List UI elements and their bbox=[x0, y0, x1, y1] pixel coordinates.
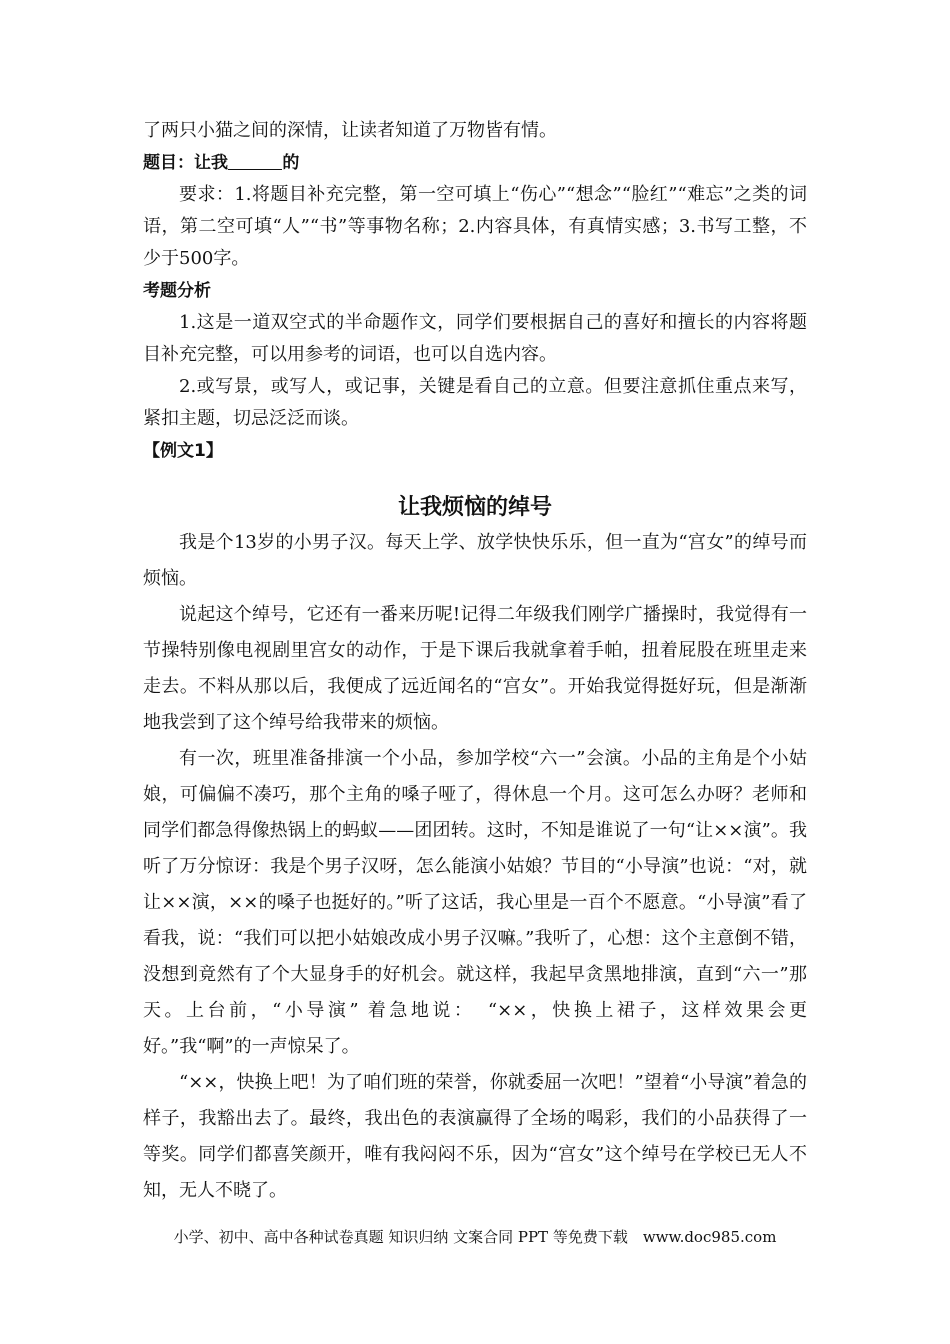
topic-heading bbox=[143, 147, 807, 179]
essay-paragraph: “××，快换上吧！为了咱们班的荣誉，你就委屈一次吧！”望着“小导演”着急的样子，我豁出去了。最终，我出色的表演赢得了全场的喝彩，我们的小品获得了一等奖。同学们都喜笑颜开，唯有我闷闷不乐，因为“宫女”这个绰号在学校已无人不知，无人不晓了。 bbox=[143, 1072, 807, 1201]
intro-tail-text: 了两只小猫之间的深情，让读者知道了万物皆有情。 bbox=[143, 120, 557, 141]
example-label: 【例文1】 bbox=[143, 441, 223, 461]
essay-paragraph: 说起这个绰号，它还有一番来历呢!记得二年级我们刚学广播操时，我觉得有一节操特别像电视剧里宫女的动作，于是下课后我就拿着手帕，扭着屁股在班里走来走去。不料从那以后，我便成了远近闻名的“宫女”。开始我觉得挺好玩，但是渐渐地我尝到了这个绰号给我带来的烦恼。 bbox=[143, 604, 807, 733]
essay-title: 让我烦恼的绰号 bbox=[397, 495, 552, 520]
essay-paragraph: 我是个13岁的小男子汉。每天上学、放学快快乐乐，但一直为“宫女”的绰号而烦恼。 bbox=[143, 532, 807, 589]
topic-blank-line bbox=[228, 152, 282, 170]
page-footer: 小学、初中、高中各种试卷真题 知识归纳 文案合同 PPT 等免费下载 www.doc985.com bbox=[173, 1228, 777, 1246]
document-body bbox=[143, 115, 807, 1209]
essay-paragraph: 有一次，班里准备排演一个小品，参加学校“六一”会演。小品的主角是个小姑娘，可偏偏不凑巧，那个主角的嗓子哑了，得休息一个月。这可怎么办呀？老师和同学们都急得像热锅上的蚂蚁——团团转。这时，不知是谁说了一句“让××演”。我听了万分惊讶：我是个男子汉呀，怎么能演小姑娘？节目的“小导演”也说：“对，就让××演，××的嗓子也挺好的。”听了这话，我心里是一百个不愿意。“小导演”看了看我，说：“我们可以把小姑娘改成小男子汉嘛。”我听了，心想：这个主意倒不错，没想到竟然有了个大显身手的好机会。就这样，我起早贪黑地排演，直到“六一”那天。上台前，“小导演” 着急地说： “××，快换上裙子，这样效果会更好。”我“啊”的一声惊呆了。 bbox=[143, 748, 807, 1057]
topic-label-before: 题目：让我 bbox=[143, 153, 228, 173]
analysis-heading: 考题分析 bbox=[143, 281, 211, 301]
analysis-point: 2.或写景，或写人，或记事，关键是看自己的立意。但要注意抓住重点来写，紧扣主题，切忌泛泛而谈。 bbox=[143, 376, 807, 429]
essay-body bbox=[143, 525, 807, 1209]
topic-label-after: 的 bbox=[282, 153, 300, 173]
topic-requirements: 要求：1.将题目补充完整，第一空可填上“伤心”“想念”“脸红”“难忘”之类的词语，第二空可填“人”“书”等事物名称；2.内容具体，有真情实感；3.书写工整，不少于500字。 bbox=[143, 184, 807, 269]
analysis-point: 1.这是一道双空式的半命题作文，同学们要根据自己的喜好和擅长的内容将题目补充完整，可以用参考的词语，也可以自选内容。 bbox=[143, 312, 807, 365]
